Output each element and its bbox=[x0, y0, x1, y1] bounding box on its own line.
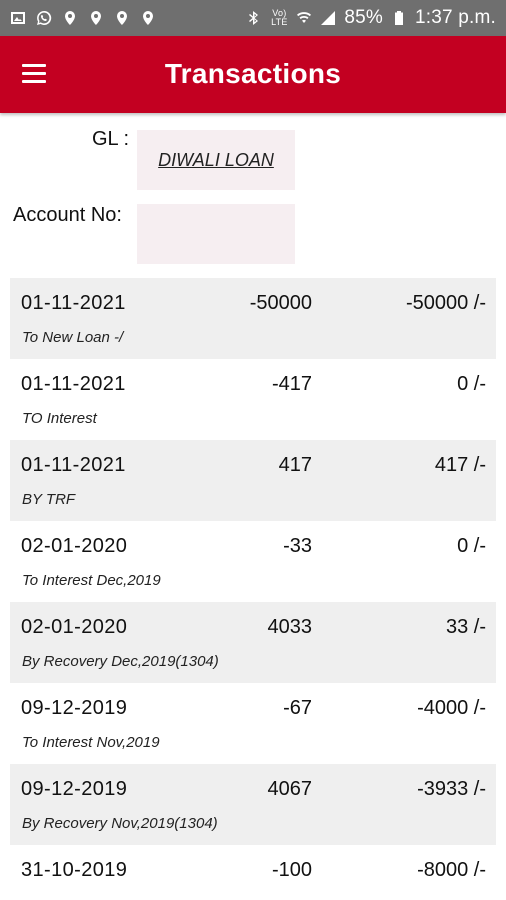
status-bar bbox=[0, 0, 506, 36]
transaction-row[interactable] bbox=[10, 683, 496, 764]
transaction-list bbox=[10, 278, 496, 900]
transaction-row[interactable] bbox=[10, 278, 496, 359]
transaction-amount: 4067 bbox=[267, 778, 312, 800]
location-pin-icon bbox=[88, 10, 104, 26]
transaction-description: To Interest Nov,2019 bbox=[22, 734, 160, 751]
transaction-row[interactable] bbox=[10, 440, 496, 521]
transaction-description: By Recovery Dec,2019(1304) bbox=[22, 653, 219, 670]
transaction-date: 01-11-2021 bbox=[21, 373, 126, 395]
transaction-amount: 4033 bbox=[267, 616, 312, 638]
transaction-date: 09-12-2019 bbox=[21, 697, 128, 719]
transaction-row[interactable] bbox=[10, 359, 496, 440]
transaction-amount: -100 bbox=[271, 859, 312, 881]
gl-value: DIWALI LOAN bbox=[158, 149, 274, 170]
app-bar bbox=[0, 36, 506, 113]
bluetooth-icon bbox=[246, 10, 262, 26]
account-filter-form bbox=[0, 120, 506, 270]
transaction-balance: -50000 /- bbox=[405, 292, 486, 314]
volte-icon: Vo) LTE bbox=[271, 8, 288, 27]
transaction-date: 02-01-2020 bbox=[21, 535, 128, 557]
status-bar-system bbox=[246, 7, 496, 29]
transaction-balance: 33 /- bbox=[445, 616, 486, 638]
transaction-date: 31-10-2019 bbox=[21, 859, 128, 881]
transaction-balance: 0 /- bbox=[457, 535, 486, 557]
whatsapp-icon bbox=[36, 10, 52, 26]
status-bar-notifications bbox=[10, 10, 156, 26]
transaction-description: To Interest Dec,2019 bbox=[22, 572, 161, 589]
battery-percent: 85% bbox=[344, 7, 383, 28]
location-pin-icon bbox=[114, 10, 130, 26]
wifi-icon bbox=[296, 10, 312, 26]
page-title: Transactions bbox=[164, 58, 342, 89]
account-number-field[interactable] bbox=[137, 204, 295, 264]
transaction-description: TO Interest bbox=[22, 410, 97, 427]
transaction-row[interactable] bbox=[10, 521, 496, 602]
transaction-balance: 0 /- bbox=[457, 373, 486, 395]
transaction-amount: -33 bbox=[283, 535, 312, 557]
account-number-label: Account No: bbox=[13, 204, 122, 226]
signal-icon bbox=[320, 10, 336, 26]
transaction-balance: 417 /- bbox=[434, 454, 486, 476]
battery-icon bbox=[391, 10, 407, 26]
transaction-balance: -4000 /- bbox=[417, 697, 486, 719]
transaction-description: To New Loan -/ bbox=[22, 329, 124, 346]
transaction-amount: -50000 bbox=[249, 292, 312, 314]
transaction-description: BY TRF bbox=[22, 491, 76, 508]
location-pin-icon bbox=[62, 10, 78, 26]
transaction-row[interactable] bbox=[10, 845, 496, 900]
transaction-row[interactable] bbox=[10, 602, 496, 683]
gl-selector[interactable] bbox=[137, 130, 295, 190]
gallery-icon bbox=[10, 10, 26, 26]
transaction-amount: -67 bbox=[283, 697, 312, 719]
transaction-date: 01-11-2021 bbox=[21, 454, 126, 476]
transaction-description: By Recovery Nov,2019(1304) bbox=[22, 815, 218, 832]
transaction-balance: -8000 /- bbox=[417, 859, 486, 881]
gl-label: GL : bbox=[92, 128, 130, 150]
transaction-row[interactable] bbox=[10, 764, 496, 845]
transaction-date: 09-12-2019 bbox=[21, 778, 128, 800]
transaction-balance: -3933 /- bbox=[417, 778, 486, 800]
clock: 1:37 p.m. bbox=[414, 7, 496, 28]
transaction-date: 01-11-2021 bbox=[21, 292, 126, 314]
transaction-amount: 417 bbox=[278, 454, 312, 476]
location-pin-icon bbox=[140, 10, 156, 26]
transaction-amount: -417 bbox=[271, 373, 312, 395]
transaction-date: 02-01-2020 bbox=[21, 616, 128, 638]
